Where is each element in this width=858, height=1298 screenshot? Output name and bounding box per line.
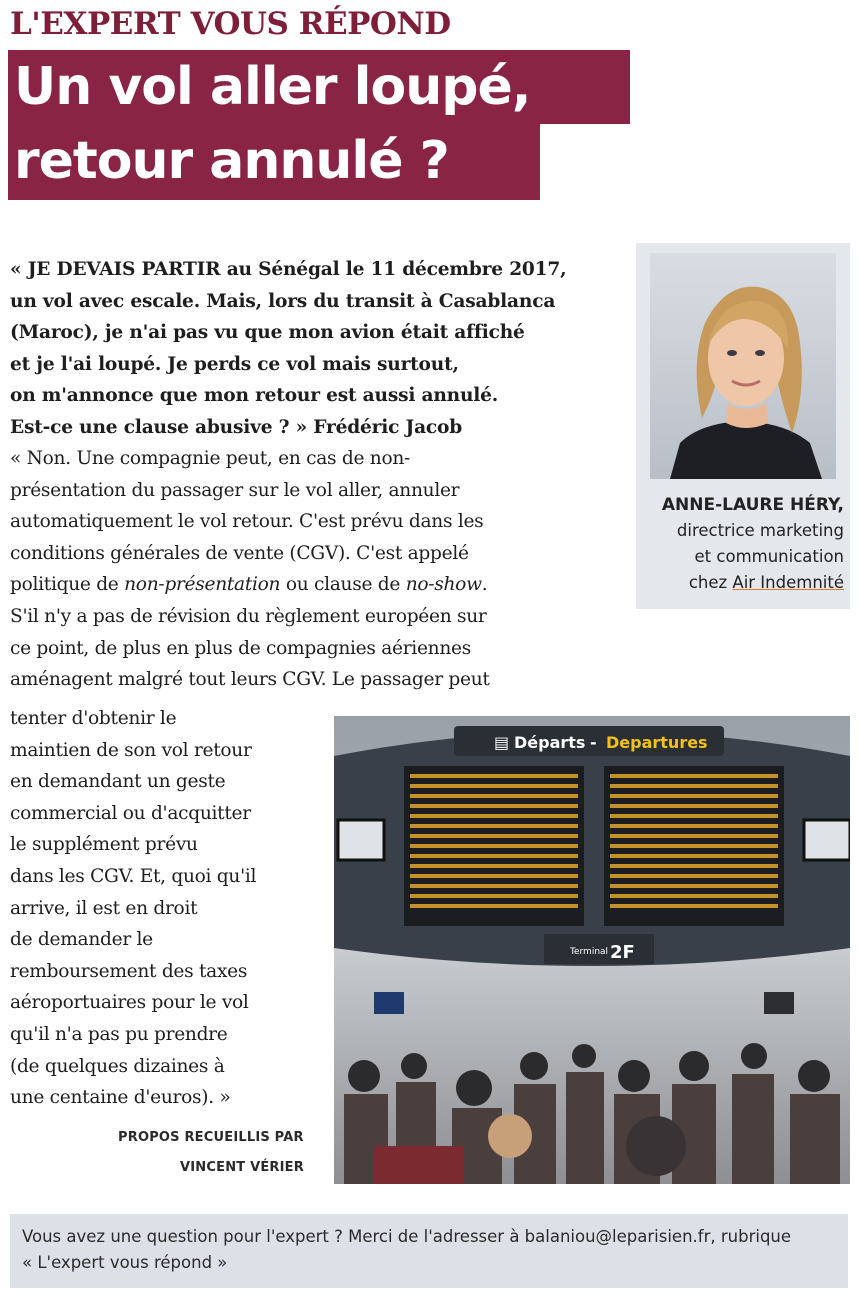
terminal-code: 2F	[610, 942, 635, 963]
footer-notice	[10, 1214, 848, 1288]
footer-text: Vous avez une question pour l'expert ? Merci de l'adresser à balaniou@leparisien.fr, rubrique	[22, 1227, 792, 1246]
expert-company-line	[636, 570, 850, 596]
answer-line: (de quelques dizaines à	[10, 1055, 225, 1077]
airport-photo	[334, 716, 850, 1184]
expert-box	[636, 243, 850, 609]
answer-line: de demander le	[10, 929, 153, 951]
expert-answer-continued	[10, 703, 325, 1114]
question-line: au Sénégal le 11 décembre 2017,	[220, 259, 567, 280]
question-line: (Maroc), je n'ai pas vu que mon avion était affiché	[10, 322, 525, 344]
expert-answer	[10, 443, 630, 696]
answer-line: ce point, de plus en plus de compagnies aériennes	[10, 637, 471, 659]
departures-sign-en: Departures	[606, 733, 708, 752]
question-line: un vol avec escale. Mais, lors du transit à Casablanca	[10, 290, 556, 312]
answer-line: tenter d'obtenir le	[10, 708, 177, 729]
expert-caption	[636, 492, 850, 596]
article-title-line-1: Un vol aller loupé,	[8, 50, 630, 124]
svg-text:▤: ▤	[494, 733, 510, 752]
reader-question	[10, 254, 630, 444]
answer-line: dans les CGV. Et, quoi qu'il	[10, 865, 257, 887]
answer-line: en demandant un geste	[10, 771, 226, 793]
answer-text: politique de	[10, 574, 125, 596]
expert-portrait	[650, 253, 836, 479]
answer-line-italic	[10, 569, 630, 601]
footer-text-rubrique: « L'expert vous répond »	[22, 1253, 228, 1272]
expert-role: et communication	[694, 547, 844, 566]
answer-line: conditions générales de vente (CGV). C'est appelé	[10, 542, 469, 564]
answer-line: remboursement des taxes	[10, 960, 248, 982]
answer-line: « Non. Une compagnie peut, en cas de non-	[10, 448, 411, 469]
expert-company-prefix: chez	[688, 573, 733, 592]
article-title-line-2: retour annulé ?	[8, 124, 540, 200]
answer-line: aéroportuaires pour le vol	[10, 992, 249, 1014]
question-lead: « JE DEVAIS PARTIR	[10, 259, 221, 280]
answer-line: maintien de son vol retour	[10, 739, 252, 761]
answer-line: S'il n'y a pas de révision du règlement européen sur	[10, 605, 487, 627]
expert-company: Air Indemnité	[732, 573, 844, 592]
terminal-label: Terminal	[570, 947, 609, 957]
portrait-image	[650, 253, 836, 479]
question-line: on m'annonce que mon retour est aussi annulé.	[10, 385, 499, 407]
credit-author: VINCENT VÉRIER	[180, 1160, 304, 1175]
article-kicker: L'EXPERT VOUS RÉPOND	[10, 6, 451, 42]
answer-line: automatiquement le vol retour. C'est prévu dans les	[10, 511, 484, 533]
answer-line: présentation du passager sur le vol aller, annuler	[10, 479, 460, 501]
answer-line: le supplément prévu	[10, 834, 198, 856]
credit-label: PROPOS RECUEILLIS PAR	[118, 1130, 304, 1145]
answer-line: qu'il n'a pas pu prendre	[10, 1023, 228, 1045]
answer-text: ou clause de	[280, 574, 406, 596]
term-non-presentation: non-présentation	[124, 574, 281, 596]
question-line: et je l'ai loupé. Je perds ce vol mais surtout,	[10, 353, 459, 375]
question-line: Est-ce une clause abusive ? » Frédéric Jacob	[10, 416, 463, 438]
expert-role: directrice marketing	[676, 521, 844, 540]
departures-sign-sep: -	[590, 733, 597, 752]
answer-line: commercial ou d'acquitter	[10, 802, 251, 824]
departures-sign-fr: Départs	[514, 733, 586, 752]
answer-text: .	[481, 574, 488, 596]
answer-line: une centaine d'euros). »	[10, 1087, 231, 1109]
term-no-show: no-show	[405, 574, 482, 596]
expert-name: ANNE-LAURE HÉRY,	[661, 495, 844, 515]
answer-line: arrive, il est en droit	[10, 897, 198, 919]
answer-line: aménagent malgré tout leurs CGV. Le passager peut	[10, 669, 490, 691]
airport-departures-image	[334, 716, 850, 1184]
